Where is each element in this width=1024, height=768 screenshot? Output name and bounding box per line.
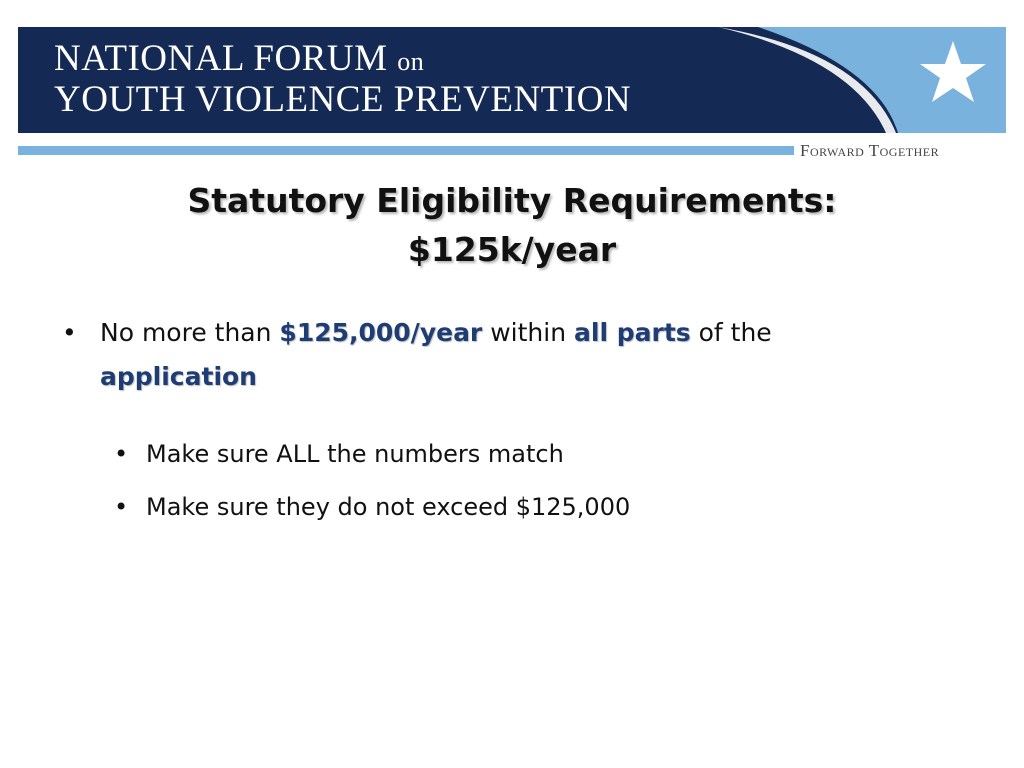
sub-bullet-text: Make sure they do not exceed $125,000 <box>146 493 631 521</box>
slide-title-line-1: Statutory Eligibility Requirements: <box>187 181 837 220</box>
banner-on-text: on <box>397 47 425 76</box>
highlight-application: application <box>100 362 257 391</box>
bullet-text-part-1: No more than <box>100 318 280 347</box>
bullet-text-part-2: within <box>482 318 575 347</box>
bullet-text-part-3: of the <box>690 318 772 347</box>
highlight-all-parts: all parts <box>574 318 691 347</box>
highlight-amount: $125,000/year <box>279 318 483 347</box>
sub-bullet <box>114 438 564 470</box>
sub-bullet <box>114 491 630 523</box>
banner-stripe <box>18 146 794 155</box>
main-bullet-text <box>100 311 920 399</box>
banner-line-1 <box>54 37 424 80</box>
sub-bullet-marker: • <box>114 440 129 468</box>
banner-line-2: YOUTH VIOLENCE PREVENTION <box>54 79 632 120</box>
bullet-marker: • <box>62 318 77 347</box>
sub-bullet-marker: • <box>114 493 129 521</box>
sub-bullet-text: Make sure ALL the numbers match <box>146 440 564 468</box>
slide-title <box>0 176 1024 274</box>
slide-title-line-2: $125k/year <box>407 230 617 269</box>
header-banner <box>18 27 1006 133</box>
banner-title-text: NATIONAL FORUM <box>54 38 388 79</box>
banner-tagline: Forward Together <box>800 141 940 160</box>
